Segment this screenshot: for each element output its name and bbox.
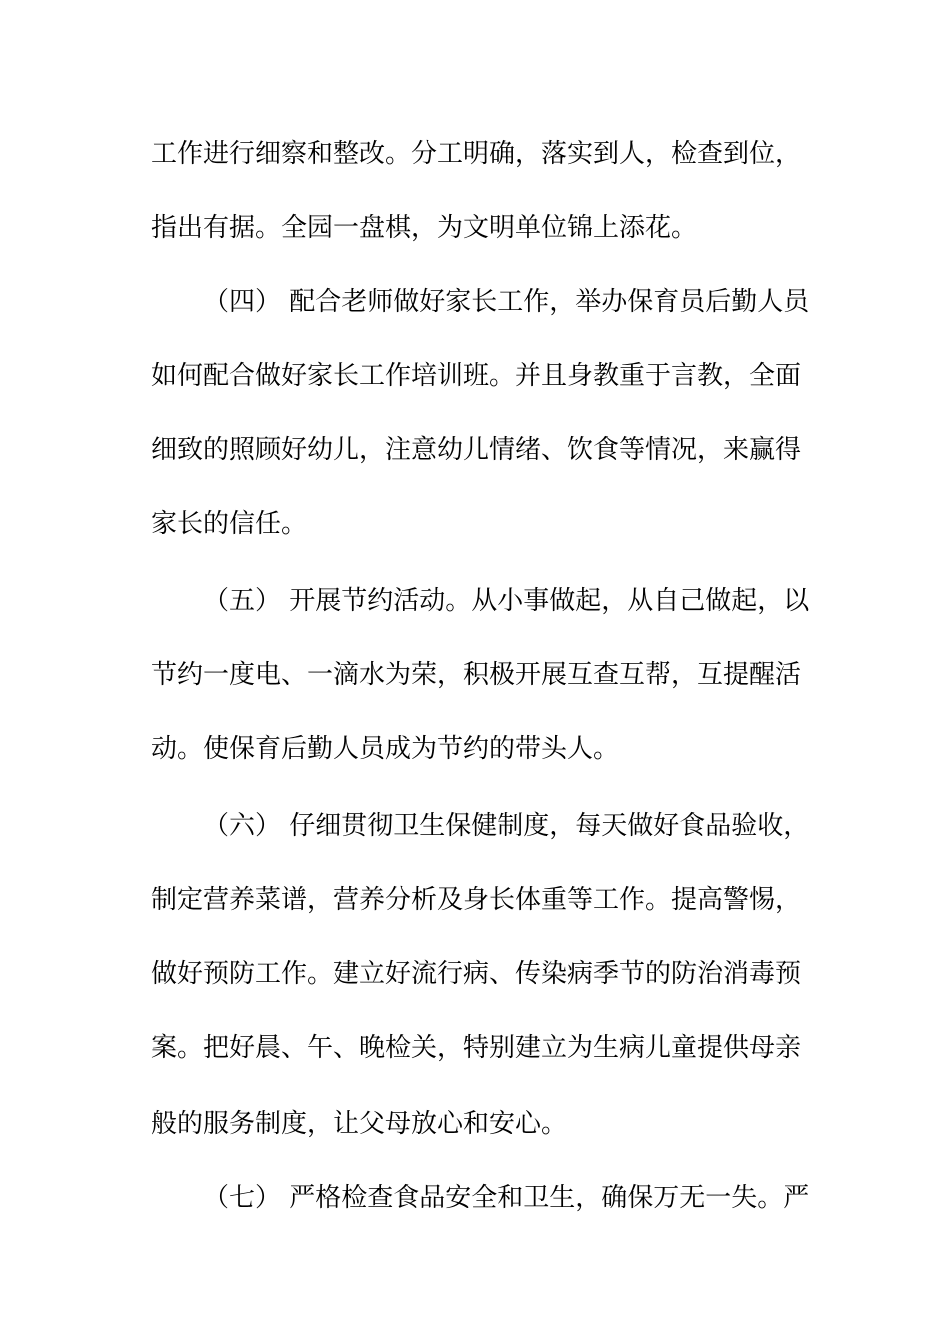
text-line: 做好预防工作。建立好流行病、传染病季节的防治消毒预 [151, 959, 802, 989]
text-line: 如何配合做好家长工作培训班。并且身教重于言教，全面 [151, 361, 802, 391]
text-line: 般的服务制度，让父母放心和安心。 [151, 1109, 568, 1139]
text-line: 动。使保育后勤人员成为节约的带头人。 [151, 734, 620, 764]
text-line: 案。把好晨、午、晚检关，特别建立为生病儿童提供母亲 [151, 1033, 802, 1063]
text-line: 指出有据。全园一盘棋，为文明单位锦上添花。 [151, 213, 698, 243]
text-line: 制定营养菜谱，营养分析及身长体重等工作。提高警惕， [151, 885, 802, 915]
paragraph-7-heading-line: （七） 严格检查食品安全和卫生，确保万无一失。严 [203, 1183, 810, 1213]
text-line: 节约一度电、一滴水为荣，积极开展互查互帮，互提醒活 [151, 660, 802, 690]
paragraph-4-heading-line: （四） 配合老师做好家长工作，举办保育员后勤人员 [203, 287, 810, 317]
text-line: 家长的信任。 [151, 509, 308, 539]
paragraph-5-heading-line: （五） 开展节约活动。从小事做起，从自己做起，以 [203, 586, 810, 616]
text-line: 细致的照顾好幼儿，注意幼儿情绪、饮食等情况，来赢得 [151, 435, 802, 465]
paragraph-6-heading-line: （六） 仔细贯彻卫生保健制度，每天做好食品验收， [203, 811, 810, 841]
text-line: 工作进行细察和整改。分工明确，落实到人，检查到位， [151, 139, 802, 169]
